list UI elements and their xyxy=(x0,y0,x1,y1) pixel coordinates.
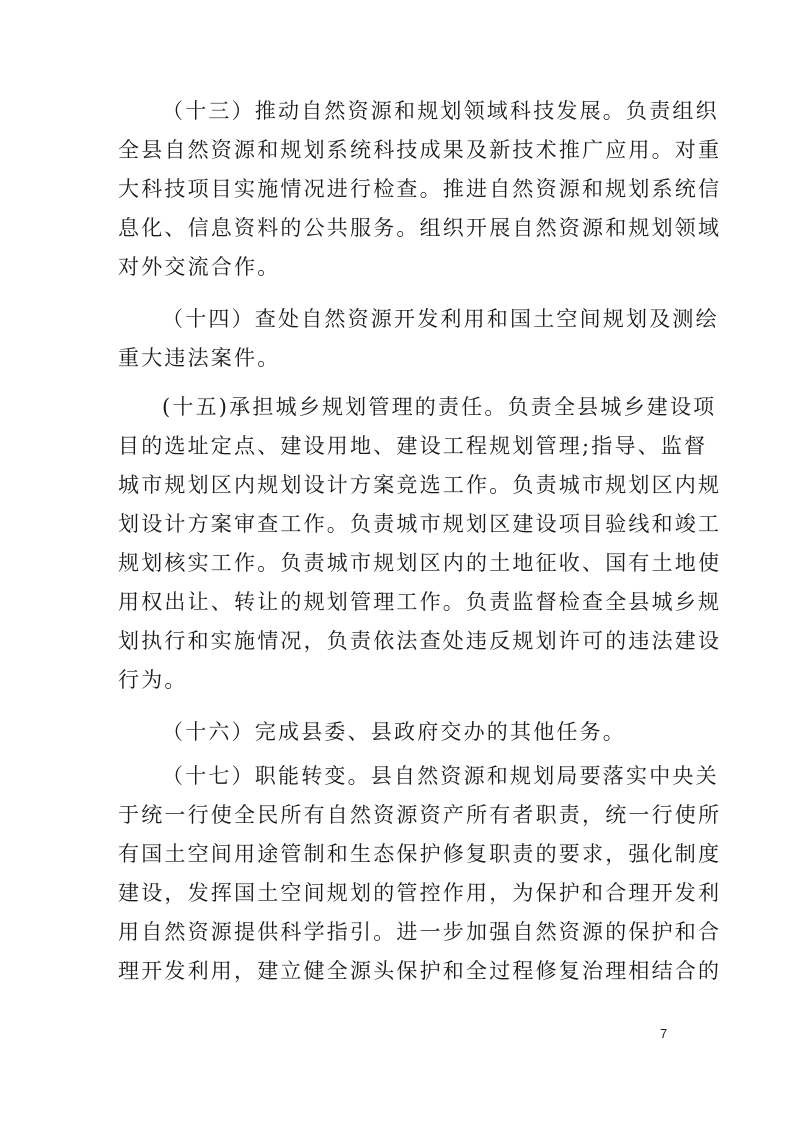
paragraph-line: 对外交流合作。 xyxy=(118,255,281,279)
paragraph-15 xyxy=(118,388,722,700)
paragraph-line: 城市规划区内规划设计方案竞选工作。负责城市规划区内规 xyxy=(118,473,722,497)
paragraph-13 xyxy=(118,92,722,287)
paragraph-17 xyxy=(118,757,722,991)
paragraph-line: 大科技项目实施情况进行检查。推进自然资源和规划系统信 xyxy=(118,177,722,201)
paragraph-line: 划设计方案审查工作。负责城市规划区建设项目验线和竣工 xyxy=(118,512,722,536)
paragraph-line: 用权出让、转让的规划管理工作。负责监督检查全县城乡规 xyxy=(118,590,722,614)
paragraph-line: 目的选址定点、建设用地、建设工程规划管理;指导、监督 xyxy=(118,434,708,458)
paragraph-line: （十六）完成县委、县政府交办的其他任务。 xyxy=(162,720,626,744)
paragraph-line: 用自然资源提供科学指引。进一步加强自然资源的保护和合 xyxy=(118,920,722,944)
paragraph-line: 重大违法案件。 xyxy=(118,346,281,370)
paragraph-line: 理开发利用，建立健全源头保护和全过程修复治理相结合的 xyxy=(118,959,722,983)
paragraph-line: 行为。 xyxy=(118,668,188,692)
paragraph-line: （十三）推动自然资源和规划领域科技发展。负责组织 xyxy=(162,99,719,123)
paragraph-line: （十四）查处自然资源开发利用和国土空间规划及测绘 xyxy=(162,307,719,331)
paragraph-line: 规划核实工作。负责城市规划区内的土地征收、国有土地使 xyxy=(118,551,722,575)
page-number: 7 xyxy=(660,1026,668,1041)
paragraph-line: (十五)承担城乡规划管理的责任。负责全县城乡建设项 xyxy=(162,395,717,419)
paragraph-line: 建设，发挥国土空间规划的管控作用，为保护和合理开发利 xyxy=(118,881,722,905)
paragraph-line: 于统一行使全民所有自然资源资产所有者职责，统一行使所 xyxy=(118,803,722,827)
paragraph-line: 有国土空间用途管制和生态保护修复职责的要求，强化制度 xyxy=(118,842,722,866)
paragraph-14 xyxy=(118,300,719,378)
paragraph-16 xyxy=(118,713,678,752)
paragraph-line: 全县自然资源和规划系统科技成果及新技术推广应用。对重 xyxy=(118,138,722,162)
paragraph-line: 划执行和实施情况，负责依法查处违反规划许可的违法建设 xyxy=(118,629,722,653)
paragraph-line: 息化、信息资料的公共服务。组织开展自然资源和规划领域 xyxy=(118,216,722,240)
paragraph-line: （十七）职能转变。县自然资源和规划局要落实中央关 xyxy=(162,764,719,788)
